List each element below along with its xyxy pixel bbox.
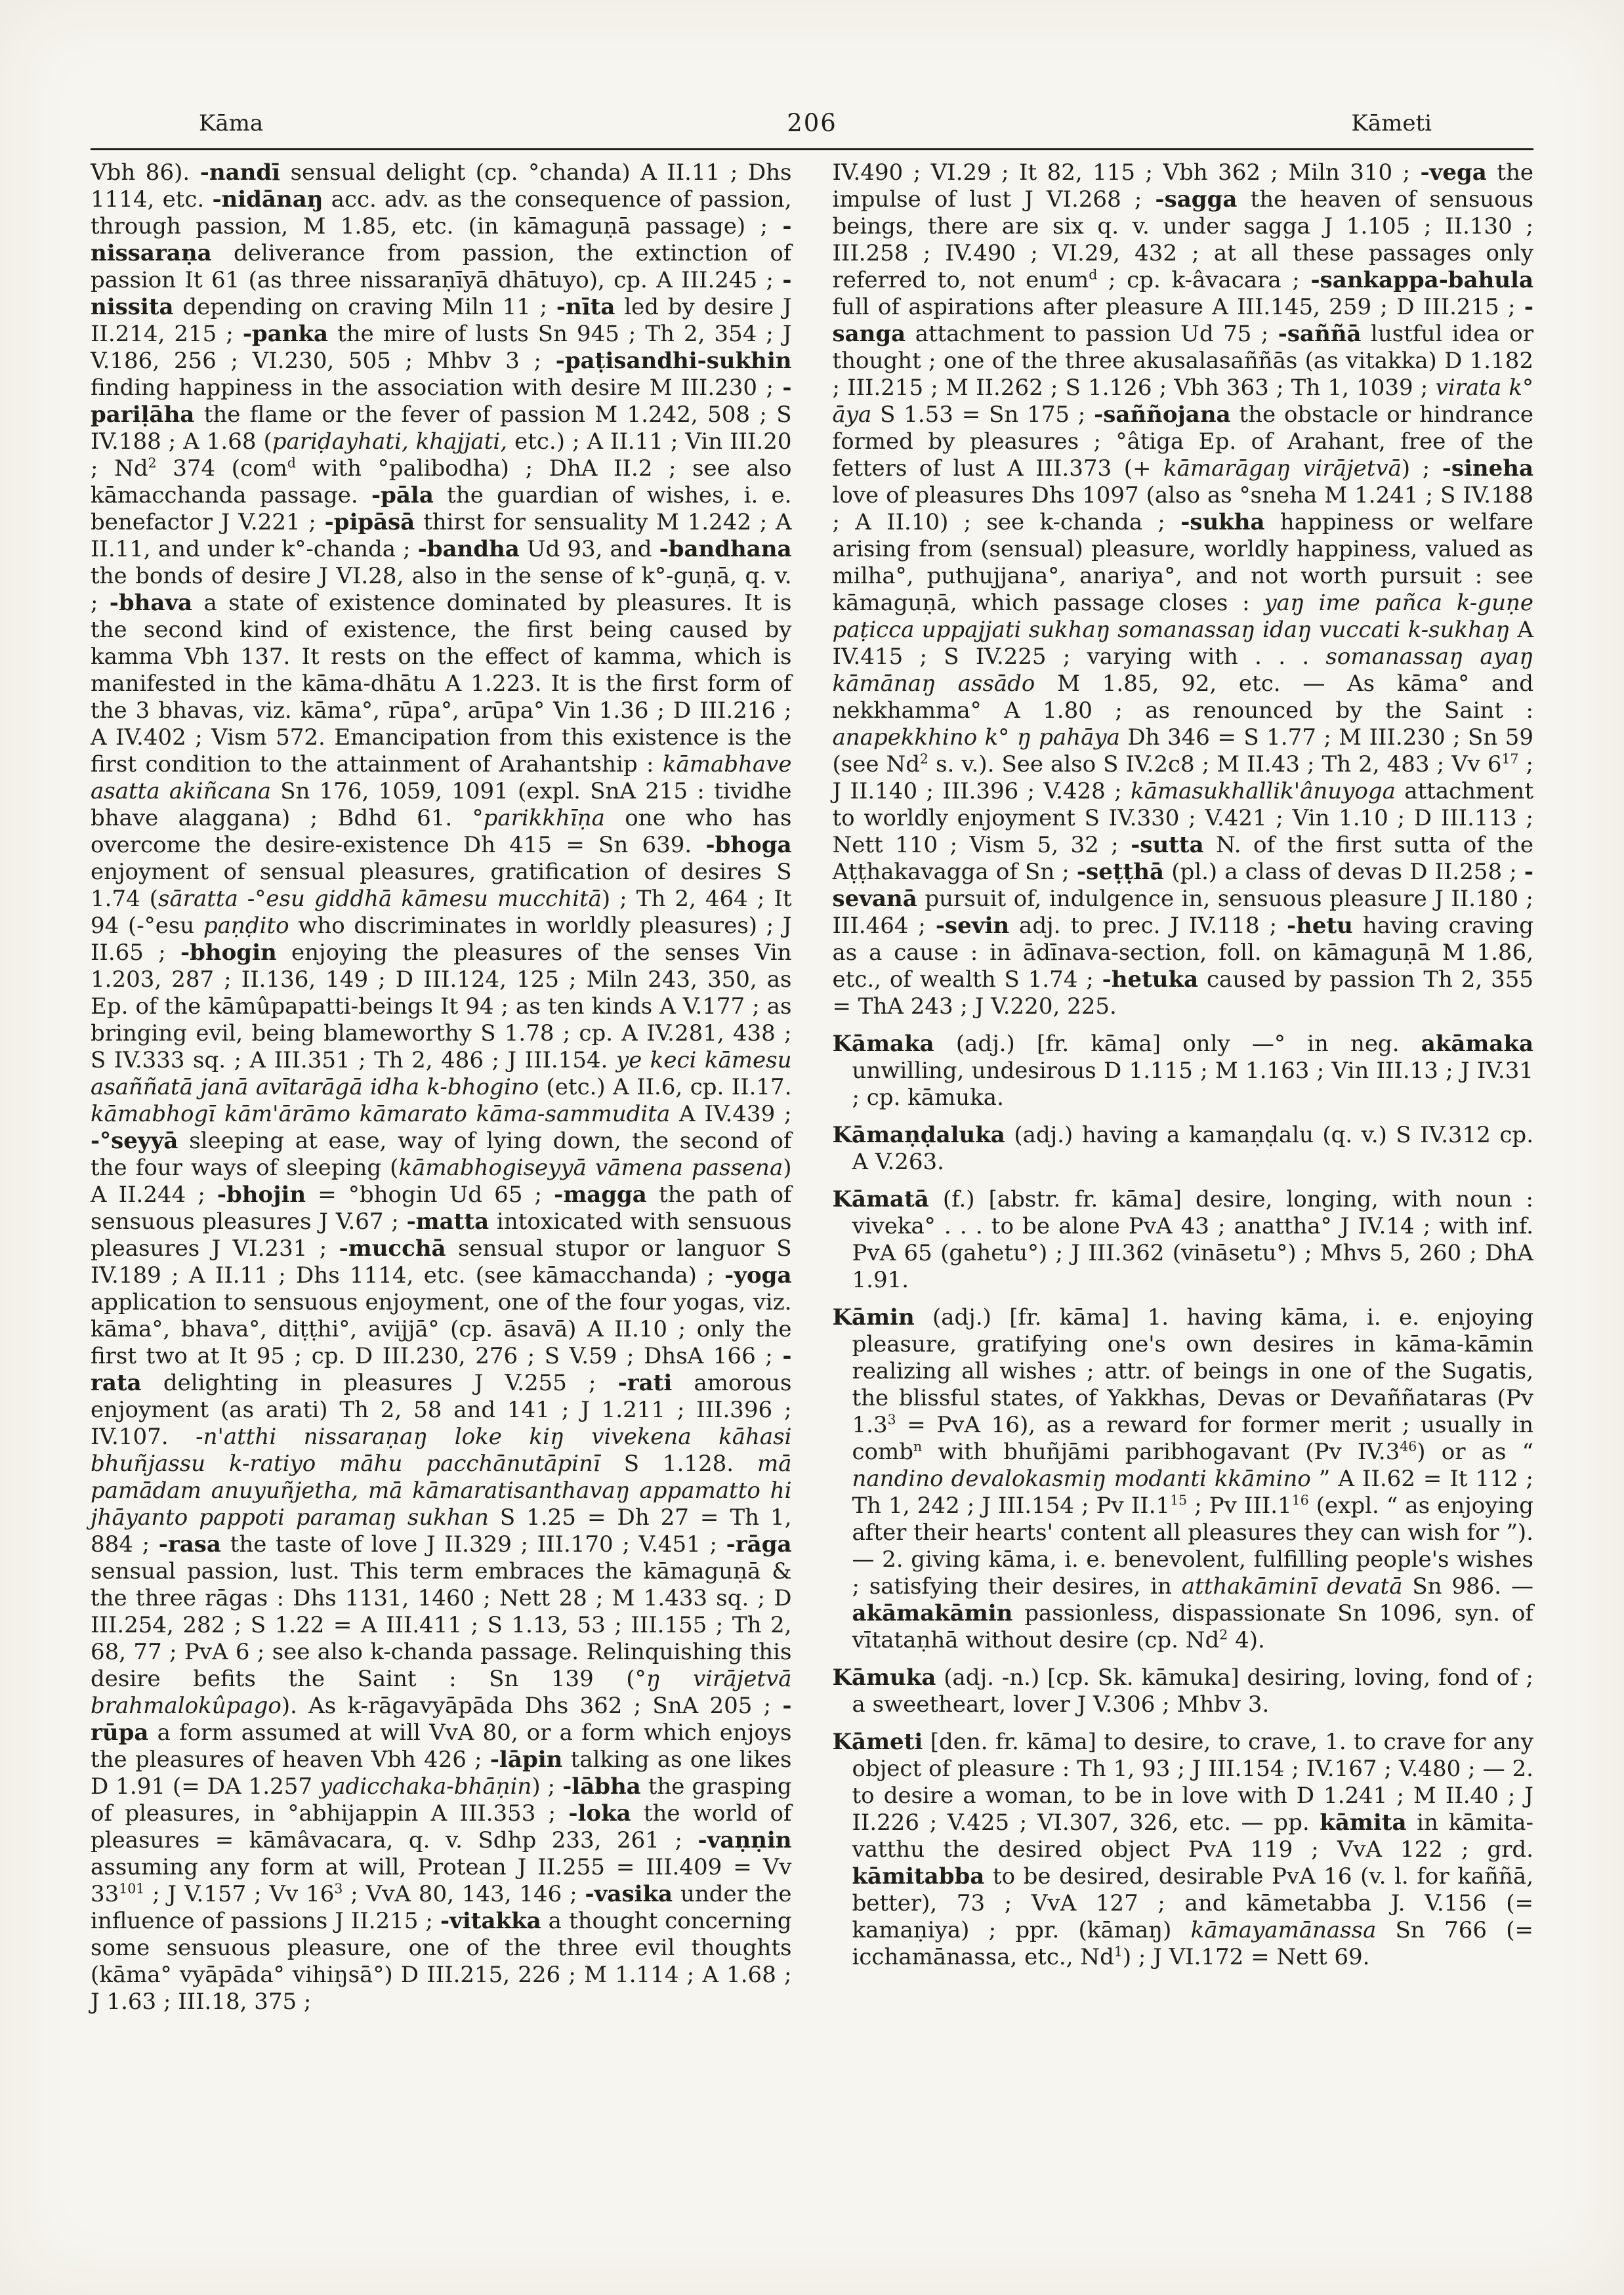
entry-headword: Kāmin: [832, 1304, 915, 1331]
left-column: [91, 159, 792, 2016]
guide-word-right: Kāmeti: [1351, 110, 1432, 136]
dict-entry-kamuka: Kāmuka (adj. -n.) [cp. Sk. kāmuka] desiring, loving, fond of ; a sweetheart, lover J V.306 ; Mhbv 3.: [832, 1664, 1533, 1718]
entry-continuation: IV.490 ; VI.29 ; It 82, 115 ; Vbh 362 ; Miln 310 ; -vega the impulse of lust J VI.268 ; -sagga the heaven of sensuous beings, there are six q. v. under sagga J 1.105 ; II.130 ; III.258 ; IV.490 ; VI.29, 432 ; at all these passages only referred to, not enum$^d$ ; cp. k-âvacara ; -sankappa-bahula full of aspirations after pleasure A III.145, 259 ; D III.215 ; -sanga attachment to passion Ud 75 ; -saññā lustful idea or thought ; one of the three akusalasaññās (as vitakka) D 1.182 ; III.215 ; M II.262 ; S 1.126 ; Vbh 363 ; Th 1, 1039 ; virata k° āya S 1.53 = Sn 175 ; -saññojana the obstacle or hindrance formed by pleasures ; °âtiga Ep. of Arahant, free of the fetters of lust A III.373 (+ kāmarāgaŋ virājetvā) ; -sineha love of pleasures Dhs 1097 (also as °sneha M 1.241 ; S IV.188 ; A II.10) ; see k-chanda ; -sukha happiness or welfare arising from (sensual) pleasure, worldly happiness, valued as milha°, puthujjana°, anariya°, and not worth pursuit : see kāmaguṇā, which passage closes : yaŋ ime pañca k-guṇe paṭicca uppajjati sukhaŋ somanassaŋ idaŋ vuccati k-sukhaŋ A IV.415 ; S IV.225 ; varying with . . . somanassaŋ ayaŋ kāmānaŋ assādo M 1.85, 92, etc. — As kāma° and nekkhamma° A 1.80 ; as renounced by the Saint : anapekkhino k° ŋ pahāya Dh 346 = S 1.77 ; M III.230 ; Sn 59 (see Nd$^2$ s. v.). See also S IV.2c8 ; M II.43 ; Th 2, 483 ; Vv $6^{17}$ ; J II.140 ; III.396 ; V.428 ; kāmasukhallik'ânuyoga attachment to worldly enjoyment S IV.330 ; V.421 ; Vin 1.10 ; D III.113 ; Nett 110 ; Vism 5, 32 ; -sutta N. of the first sutta of the Aṭṭhakavagga of Sn ; -seṭṭhā (pl.) a class of devas D II.258 ; -sevanā pursuit of, indulgence in, sensuous pleasure J II.180 ; III.464 ; -sevin adj. to prec. J IV.118 ; -hetu having craving as a cause : in ādīnava-section, foll. on kāmaguṇā M 1.86, etc., of wealth S 1.74 ; -hetuka caused by passion Th 2, 355 = ThA 243 ; J V.220, 225.: [832, 159, 1534, 1020]
dict-entry-kamin: Kāmin (adj.) [fr. kāma] 1. having kāma, i. e. enjoying pleasure, gratifying one's own desires in kāma-kāmin realizing all wishes ; attr. of beings in one of the Sugatis, the blissful states, of Yakkhas, Devas or Devaññataras (Pv $1.3^3$ = PvA 16), as a reward for former merit ; usually in comb$^n$ with bhuñjāmi paribhogavant (Pv $IV.3^{46}$) or as “ nandino devalokasmiŋ modanti kkāmino ” A II.62 = It 112 ; Th 1, 242 ; J III.154 ; Pv $II.1^{15}$ ; Pv $III.1^{16}$ (expl. “ as enjoying after their hearts' content all pleasures they can wish for ”). — 2. giving kāma, i. e. benevolent, fulfilling people's wishes ; satisfying their desires, in atthakāminī devatā Sn 986. — akāmakāmin passionless, dispassionate Sn 1096, syn. of vītataṇhā without desire (cp. Nd$^2$ 4).: [832, 1304, 1533, 1653]
dict-entry-kamata: Kāmatā (f.) [abstr. fr. kāma] desire, longing, with noun : viveka° . . . to be alone PvA 43 ; anattha° J IV.14 ; with inf. PvA 65 (gahetu°) ; J III.362 (vināsetu°) ; Mhvs 5, 260 ; DhA 1.91.: [832, 1186, 1533, 1293]
dict-entry-kamaka: Kāmaka (adj.) [fr. kāma] only —° in neg. akāmaka unwilling, undesirous D 1.115 ; M 1.163 ; Vin III.13 ; J IV.31 ; cp. kāmuka.: [832, 1031, 1534, 1111]
guide-word-left: Kāma: [199, 110, 264, 136]
entry-headword: Kāmaṇḍaluka: [832, 1122, 1005, 1148]
dict-entry-kamandaluka: Kāmaṇḍaluka (adj.) having a kamaṇḍalu (q. v.) S IV.312 cp. A V.263.: [832, 1122, 1533, 1175]
entry-headword: Kāmatā: [832, 1186, 929, 1212]
page-number: 206: [787, 109, 837, 137]
dict-entry-kameti: Kāmeti [den. fr. kāma] to desire, to crave, 1. to crave for any object of pleasure : Th 1, 93 ; J III.154 ; IV.167 ; V.480 ; — 2. to desire a woman, to be in love with D 1.241 ; M II.40 ; J II.226 ; V.425 ; VI.307, 326, etc. — pp. kāmita in kāmita-vatthu the desired object PvA 119 ; VvA 122 ; grd. kāmitabba to be desired, desirable PvA 16 (v. l. for kaññā, better), 73 ; VvA 127 ; and kāmetabba J. V.156 (= kamaṇiya) ; ppr. (kāmaŋ) kāmayamānassa Sn 766 (= icchamānassa, etc., Nd$^1$) ; J VI.172 = Nett 69.: [832, 1729, 1534, 1970]
page-header: [91, 110, 1533, 142]
entry-headword: Kāmaka: [832, 1031, 934, 1057]
right-column: [833, 159, 1534, 2016]
entry-continuation: Vbh 86). -nandī sensual delight (cp. °chanda) A II.11 ; Dhs 1114, etc. -nidānaŋ acc. adv. as the consequence of passion, through passion, M 1.85, etc. (in kāmaguṇā passage) ; -nissaraṇa deliverance from passion, the extinction of passion It 61 (as three nissaraṇīyā dhātuyo), cp. A III.245 ; -nissita depending on craving Miln 11 ; -nīta led by desire J II.214, 215 ; -panka the mire of lusts Sn 945 ; Th 2, 354 ; J V.186, 256 ; VI.230, 505 ; Mhbv 3 ; -paṭisandhi-sukhin finding happiness in the association with desire M III.230 ; -pariḷāha the flame or the fever of passion M 1.242, 508 ; S IV.188 ; A 1.68 (pariḍayhati, khajjati, etc.) ; A II.11 ; Vin III.20 ; Nd$^2$ 374 (com$^d$ with °palibodha) ; DhA II.2 ; see also kāmacchanda passage. -pāla the guardian of wishes, i. e. benefactor J V.221 ; -pipāsā thirst for sensuality M 1.242 ; A II.11, and under k°-chanda ; -bandha Ud 93, and -bandhana the bonds of desire J VI.28, also in the sense of k°-guṇā, q. v. ; -bhava a state of existence dominated by pleasures. It is the second kind of existence, the first being caused by kamma Vbh 137. It rests on the effect of kamma, which is manifested in the kāma-dhātu A 1.223. It is the first form of the 3 bhavas, viz. kāma°, rūpa°, arūpa° Vin 1.36 ; D III.216 ; A IV.402 ; Vism 572. Emancipation from this existence is the first condition to the attainment of Arahantship : kāmabhave asatta akiñcana Sn 176, 1059, 1091 (expl. SnA 215 : tividhe bhave alaggana) ; Bdhd 61. °parikkhīṇa one who has overcome the desire-existence Dh 415 = Sn 639. -bhoga enjoyment of sensual pleasures, gratification of desires S 1.74 (sāratta -°esu giddhā kāmesu mucchitā) ; Th 2, 464 ; It 94 (-°esu paṇḍito who discriminates in worldly pleasures) ; J II.65 ; -bhogin enjoying the pleasures of the senses Vin 1.203, 287 ; II.136, 149 ; D III.124, 125 ; Miln 243, 350, as Ep. of the kāmûpapatti-beings It 94 ; as ten kinds A V.177 ; as bringing evil, being blameworthy S 1.78 ; cp. A IV.281, 438 ; S IV.333 sq. ; A III.351 ; Th 2, 486 ; J III.154. ye keci kāmesu asaññatā janā avītarāgā idha k-bhogino (etc.) A II.6, cp. II.17. kāmabhogī kām'ārāmo kāmarato kāma-sammudita A IV.439 ; -°seyyā sleeping at ease, way of lying down, the second of the four ways of sleeping (kāmabhogiseyyā vāmena passena) A II.244 ; -bhojin = °bhogin Ud 65 ; -magga the path of sensuous pleasures J V.67 ; -matta intoxicated with sensuous pleasures J VI.231 ; -mucchā sensual stupor or languor S IV.189 ; A II.11 ; Dhs 1114, etc. (see kāmacchanda) ; -yoga application to sensuous enjoyment, one of the four yogas, viz. kāma°, bhava°, diṭṭhi°, avijjā° (cp. āsavā) A II.10 ; only the first two at It 95 ; cp. D III.230, 276 ; S V.59 ; DhsA 166 ; -rata delighting in pleasures J V.255 ; -rati amorous enjoyment (as arati) Th 2, 58 and 141 ; J 1.211 ; III.396 ; IV.107. -n'atthi nissaraṇaŋ loke kiŋ vivekena kāhasi bhuñjassu k-ratiyo māhu pacchānutāpinī S 1.128. mā pamādam anuyuñjetha, mā kāmaratisanthavaŋ appamatto hi jhāyanto pappoti paramaŋ sukhan S 1.25 = Dh 27 = Th 1, 884 ; -rasa the taste of love J II.329 ; III.170 ; V.451 ; -rāga sensual passion, lust. This term embraces the kāmaguṇā & the three rāgas : Dhs 1131, 1460 ; Nett 28 ; M 1.433 sq. ; D III.254, 282 ; S 1.22 = A III.411 ; S 1.13, 53 ; III.155 ; Th 2, 68, 77 ; PvA 6 ; see also k-chanda passage. Relinquishing this desire befits the Saint : Sn 139 (°ŋ virājetvā brahmalokûpago). As k-rāgavyāpāda Dhs 362 ; SnA 205 ; -rūpa a form assumed at will VvA 80, or a form which enjoys the pleasures of heaven Vbh 426 ; -lāpin talking as one likes D 1.91 (= DA 1.257 yadicchaka-bhāṇin) ; -lābha the grasping of pleasures, in °abhijappin A III.353 ; -loka the world of pleasures = kāmâvacara, q. v. Sdhp 233, 261 ; -vaṇṇin assuming any form at will, Protean J II.255 = III.409 = Vv $33^{101}$ ; J V.157 ; Vv $16^3$ ; VvA 80, 143, 146 ; -vasika under the influence of passions J II.215 ; -vitakka a thought concerning some sensuous pleasure, one of the three evil thoughts (kāma° vyāpāda° vihiŋsā°) D III.215, 226 ; M 1.114 ; A 1.68 ; J 1.63 ; III.18, 375 ;: [91, 159, 792, 2015]
text-columns: [91, 159, 1533, 2016]
entry-headword: Kāmeti: [832, 1729, 923, 1755]
entry-headword: Kāmuka: [832, 1664, 936, 1691]
header-rule: [91, 148, 1533, 150]
